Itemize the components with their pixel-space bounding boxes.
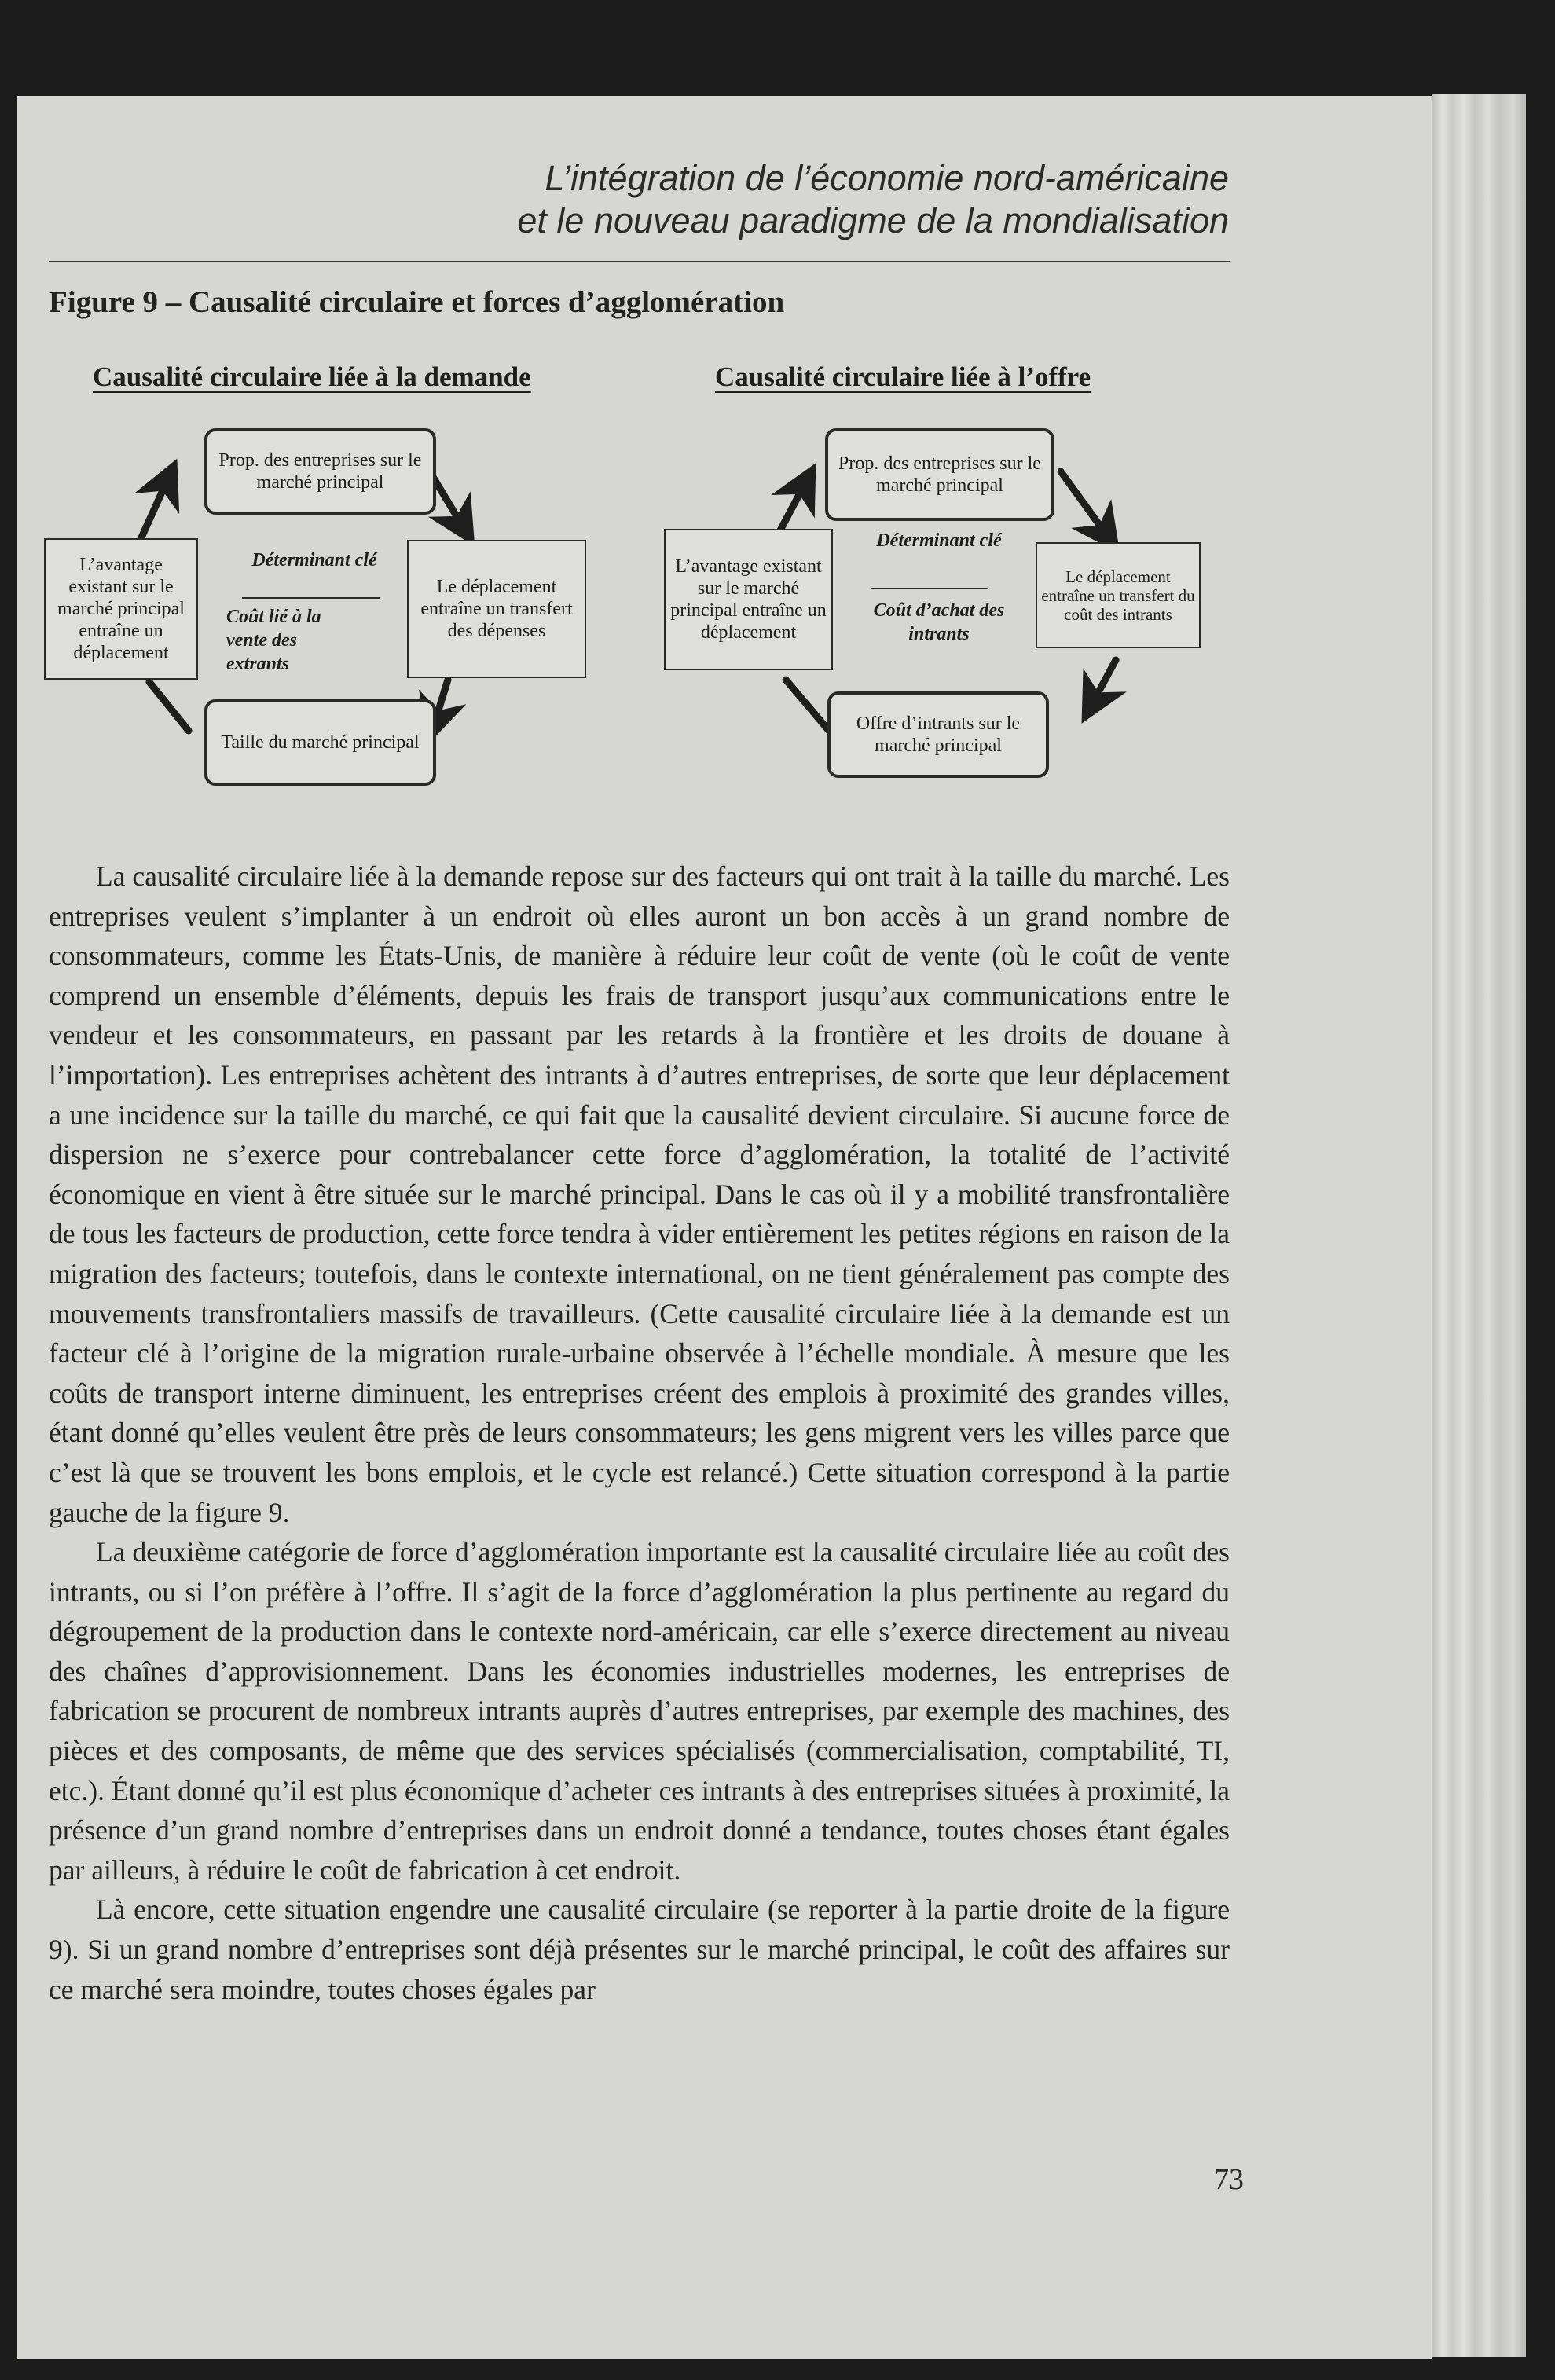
left-line-back [149,682,189,731]
paragraph-1: La causalité circulaire liée à la demande repose sur des facteurs qui ont trait à la taille du marché. Les entreprises veulent s’implanter à un endroit où elles auront un bon accès à un grand nombre de consommateurs, comme les États-Unis, de manière à réduire leur coût de vente (où le coût de vente comprend un ensemble d’éléments, depuis les frais de transport jusqu’aux communications entre le vendeur et les consommateurs, en passant par les retards à la frontière et les droits de douane à l’importation). Les entreprises achètent des intrants à d’autres entreprises, de sorte que leur déplacement a une incidence sur la taille du marché, ce qui fait que la causalité devient circulaire. Si aucune force de dispersion ne s’exerce pour contrebalancer cette force d’agglomération, la totalité de l’activité économique en vient à être située sur le marché principal. Dans le cas où il y a mobilité transfrontalière de tous les facteurs de production, cette force tendra à vider entièrement les petites régions en raison de la migration des facteurs; toutefois, dans le contexte international, on ne tient généralement pas compte des mouvements transfrontaliers massifs de travailleurs. (Cette causalité circulaire liée à la demande est un facteur clé à l’origine de la migration rurale-urbaine observée à l’échelle mondiale. À mesure que les coûts de transport interne diminuent, les entreprises créent des emplois à proximité des grandes villes, étant donné qu’elles veulent être près de leurs consommateurs; les gens migrent vers les villes parce que c’est là que se trouvent les bons emplois, et le cycle est relancé.) Cette situation correspond à la partie gauche de la figure 9. [49,860,1230,1528]
right-line-back [786,680,829,731]
left-arrow-right-down [431,473,468,534]
right-box-bottom: Offre d’intrants sur le marché principal [827,691,1049,778]
right-box-right: Le déplacement entraîne un transfert du coût des intrants [1036,542,1201,648]
left-box-right: Le déplacement entraîne un transfert des dépenses [407,540,586,678]
right-diagram-heading: Causalité circulaire liée à l’offre [715,361,1091,392]
left-key-value: Coût lié à la vente des extrants [226,607,321,674]
left-box-top: Prop. des entreprises sur le marché principal [204,428,436,515]
running-header-line-1: L’intégration de l’économie nord-américaine [545,158,1229,198]
left-diagram-heading: Causalité circulaire liée à la demande [93,361,531,392]
right-key-rule [871,588,988,589]
right-key-label: Déterminant clé [876,530,1002,551]
left-key-rule [242,597,380,599]
right-key-value: Coût d’achat des intrants [873,600,1005,644]
figure-diagram [39,346,1234,801]
running-header [365,157,1229,242]
paragraph-3: Là encore, cette situation engendre une causalité circulaire (se reporter à la partie droite de la figure 9). Si un grand nombre d’entreprises sont déjà présentes sur le marché principal, le coût des affaires sur ce marché sera moindre, toutes choses égales par [49,1894,1230,2005]
left-box-bottom: Taille du marché principal [204,699,436,786]
paragraph-2: La deuxième catégorie de force d’agglomération importante est la causalité circulaire liée au coût des intrants, ou si l’on préfère à l’offre. Il s’agit de la force d’agglomération la plus pertinente au regard du dégroupement de la production dans le contexte nord-américain, car elle s’exerce directement au niveau des chaînes d’approvisionnement. Dans les économies industrielles modernes, les entreprises de fabrication se procurent de nombreux intrants auprès d’autres entreprises, par exemple des machines, des pièces et des composants, de même que des services spécialisés (commercialisation, comptabilité, TI, etc.). Étant donné qu’il est plus économique d’acheter ces intrants à des entreprises situées à proximité, la présence d’un grand nombre d’entreprises dans un endroit donné a tendance, toutes choses étant égales par ailleurs, à réduire le coût de fabrication à cet endroit. [49,1536,1230,1886]
figure-title: Figure 9 – Causalité circulaire et forces d’agglomération [49,285,785,319]
page-edges [1432,94,1526,2357]
right-arrow-down [1088,660,1116,711]
left-key-label: Déterminant clé [251,550,377,570]
right-arrow-right-down [1061,471,1112,542]
header-rule [49,261,1230,262]
left-box-left: L’avantage existant sur le marché principal entraîne un déplacement [44,538,198,680]
left-arrow-up [138,471,171,546]
running-header-line-2: et le nouveau paradigme de la mondialisation [517,200,1229,240]
right-box-top: Prop. des entreprises sur le marché principal [825,428,1054,521]
right-box-left: L’avantage existant sur le marché principal entraîne un déplacement [664,529,833,670]
page-number: 73 [1214,2163,1244,2196]
body-text [49,856,1230,2009]
